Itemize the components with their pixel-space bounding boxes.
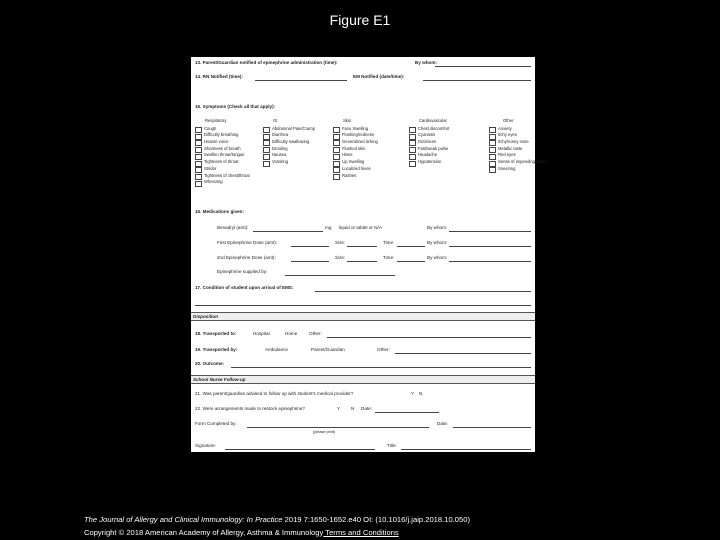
symptom-column-header: Other <box>503 118 514 123</box>
symptom-label: Anxiety <box>498 125 512 131</box>
symptom-label: Cyanosis <box>418 132 436 138</box>
q21-opt-n: N <box>419 391 423 396</box>
symptom-label: Localized hives <box>342 165 371 171</box>
q18-opt-home: Home <box>285 331 298 336</box>
symptom-label: Abdominal Pain/Cramp <box>272 125 316 131</box>
symptom-checkbox[interactable] <box>409 147 416 153</box>
q19-opt-ambulance: Ambulance <box>265 347 288 352</box>
symptom-label: Chest discomfort <box>418 125 450 131</box>
symptom-label: Itchy/runny nose <box>498 139 529 144</box>
symptom-label: Tightness of throat <box>204 159 239 165</box>
figure-title: Figure E1 <box>329 12 391 28</box>
print-hint: (please print) <box>313 430 336 434</box>
symptom-label: Sense of impending doom <box>498 159 547 165</box>
disposition-band: Disposition <box>191 312 535 321</box>
symptom-label: Generalized itching <box>342 139 378 144</box>
symptom-column-header: GI <box>273 118 278 123</box>
symptom-checkbox[interactable] <box>333 147 340 153</box>
symptom-column-header: Cardiovascular <box>419 118 447 123</box>
symptom-label: Hypotension <box>418 159 442 165</box>
symptom-label: Face Swelling <box>342 125 369 131</box>
symptom-label: Diarrhea <box>272 132 289 138</box>
symptom-checkbox[interactable] <box>195 174 202 180</box>
symptom-label: Lip Swelling <box>342 159 365 165</box>
symptom-checkbox[interactable] <box>489 154 496 160</box>
symptom-checkbox[interactable] <box>195 127 202 133</box>
symptom-checkbox[interactable] <box>489 140 496 146</box>
q22-opt-n: N <box>351 406 355 411</box>
q21-opt-y: Y <box>411 391 415 396</box>
symptom-checkbox[interactable] <box>489 127 496 133</box>
symptom-column-header: Skin <box>343 118 352 123</box>
symptom-checkbox[interactable] <box>333 140 340 146</box>
symptom-checkbox[interactable] <box>333 161 340 167</box>
q22-label: 22. Were arrangements made to restock epinephrine? <box>195 406 305 411</box>
symptom-checkbox[interactable] <box>263 147 270 153</box>
symptom-checkbox[interactable] <box>195 134 202 140</box>
first-by-label: By whom: <box>427 240 448 245</box>
symptom-checkbox[interactable] <box>195 140 202 146</box>
symptom-label: Sneezing <box>498 165 516 171</box>
symptom-checkbox[interactable] <box>333 127 340 133</box>
symptom-label: Tightness of chest/throat <box>204 172 250 178</box>
symptom-label: Difficulty breathing <box>204 132 239 138</box>
completed-by-label: Form Completed by: <box>195 421 237 426</box>
symptom-checkbox[interactable] <box>333 167 340 173</box>
symptom-checkbox[interactable] <box>263 127 270 133</box>
second-dose-label: 2nd Epinephrine Dose (amt): <box>217 255 276 260</box>
symptom-checkbox[interactable] <box>409 140 416 146</box>
symptom-label: Difficulty swallowing <box>272 139 310 144</box>
symptom-checkbox[interactable] <box>489 147 496 153</box>
symptom-label: Flushing/redness <box>342 132 374 138</box>
q18-label: 18. Transported to: <box>195 331 237 336</box>
symptom-checkbox[interactable] <box>409 154 416 160</box>
title-label: Title: <box>387 443 397 448</box>
q19-opt-parent: Parent/Guardian <box>311 347 345 352</box>
q22-opt-y: Y <box>337 406 341 411</box>
symptom-label: Flushed skin <box>342 145 366 151</box>
symptom-checkbox[interactable] <box>333 174 340 180</box>
q15-label: 15. Symptoms (Check all that apply): <box>195 104 276 109</box>
symptom-label: Hoarse voice <box>204 139 229 144</box>
symptom-label: Fast/weak pulse <box>418 145 449 151</box>
symptom-checkbox[interactable] <box>195 181 202 187</box>
symptom-label: Nausea <box>272 152 287 158</box>
q13-label: 13. Parent/Guardian notified of epinephrine administration (time): <box>195 60 338 65</box>
q18-opt-hospital: Hospital <box>253 331 270 336</box>
symptom-checkbox[interactable] <box>195 161 202 167</box>
symptom-label: Dizziness <box>418 139 436 144</box>
symptom-checkbox[interactable] <box>489 167 496 173</box>
q20-label: 20. Outcome: <box>195 361 225 366</box>
symptom-label: Hives <box>342 152 353 158</box>
second-by-label: By whom: <box>427 255 448 260</box>
symptom-label: Shortness of breath <box>204 145 241 151</box>
form-page <box>191 57 547 452</box>
first-dose-label: First Epinephrine Dose (amt): <box>217 240 277 245</box>
second-time-label: Time: <box>383 255 395 260</box>
citation-text: 2019 7:1650-1652.e40 OI: (10.1016/j.jaip.2018.10.050) <box>282 515 470 524</box>
symptom-label: Rashes <box>342 172 357 178</box>
q17-label: 17. Condition of student upon arrival of EMS: <box>195 285 294 290</box>
followup-band: School Nurse Follow-up <box>191 375 535 384</box>
symptom-checkbox[interactable] <box>195 154 202 160</box>
symptom-checkbox[interactable] <box>489 134 496 140</box>
symptom-label: Vomiting <box>272 159 289 165</box>
terms-link[interactable]: Terms and Conditions <box>323 528 399 537</box>
q21-label: 21. Was parent/guardian advised to follow up with student's medical provider? <box>195 391 354 396</box>
symptom-checkbox[interactable] <box>409 161 416 167</box>
symptom-checkbox[interactable] <box>489 161 496 167</box>
benadryl-label: Benadryl (amt): <box>217 225 249 230</box>
copyright-text: Copyright © 2018 American Academy of Allergy, Asthma & Immunology <box>84 528 324 537</box>
symptom-label: Metallic taste <box>498 145 523 151</box>
symptom-label: Cough <box>204 125 217 131</box>
q16-label: 16. Medications given: <box>195 209 245 214</box>
symptom-label: Red eyes <box>498 152 516 158</box>
symptom-checkbox[interactable] <box>263 154 270 160</box>
symptom-label: Swollen throat/tongue <box>204 152 245 158</box>
first-size-label: Size: <box>335 240 346 245</box>
symptom-label: Drooling <box>272 145 288 151</box>
symptom-column-header: Respiratory <box>205 118 227 123</box>
benadryl-form: liquid or tablet or N/A <box>339 225 382 230</box>
q13-by-label: By whom: <box>415 60 437 65</box>
q22-date-label: Date: <box>361 406 372 411</box>
second-size-label: Size: <box>335 255 346 260</box>
symptom-checkbox[interactable] <box>195 147 202 153</box>
symptom-label: Itchy eyes <box>498 132 517 138</box>
q19-label: 19. Transported by: <box>195 347 238 352</box>
journal-name: The Journal of Allergy and Clinical Immunology: In Practice <box>84 515 283 524</box>
symptom-checkbox[interactable] <box>263 134 270 140</box>
symptom-label: Headache <box>418 152 438 158</box>
symptom-checkbox[interactable] <box>263 161 270 167</box>
supplied-label: Epinephrine supplied by: <box>217 269 268 274</box>
q18-opt-other: Other: <box>309 331 322 336</box>
benadryl-mg: mg <box>325 225 332 230</box>
symptom-label: Stridor <box>204 165 217 171</box>
benadryl-by-label: By whom: <box>427 225 448 230</box>
symptom-checkbox[interactable] <box>409 134 416 140</box>
citation-line <box>84 515 470 524</box>
symptom-checkbox[interactable] <box>409 127 416 133</box>
symptom-checkbox[interactable] <box>195 167 202 173</box>
first-time-label: Time: <box>383 240 395 245</box>
q14-label: 14. RN Notified (time): <box>195 74 243 79</box>
copyright-line <box>84 528 399 537</box>
symptom-checkbox[interactable] <box>333 134 340 140</box>
q14-ems-label: EM Notified (date/time): <box>353 74 405 79</box>
signature-label: Signature: <box>195 443 216 448</box>
symptom-checkbox[interactable] <box>263 140 270 146</box>
symptom-label: Wheezing <box>204 179 223 185</box>
q19-opt-other: Other: <box>377 347 390 352</box>
completed-date-label: Date: <box>437 421 448 426</box>
symptom-checkbox[interactable] <box>333 154 340 160</box>
